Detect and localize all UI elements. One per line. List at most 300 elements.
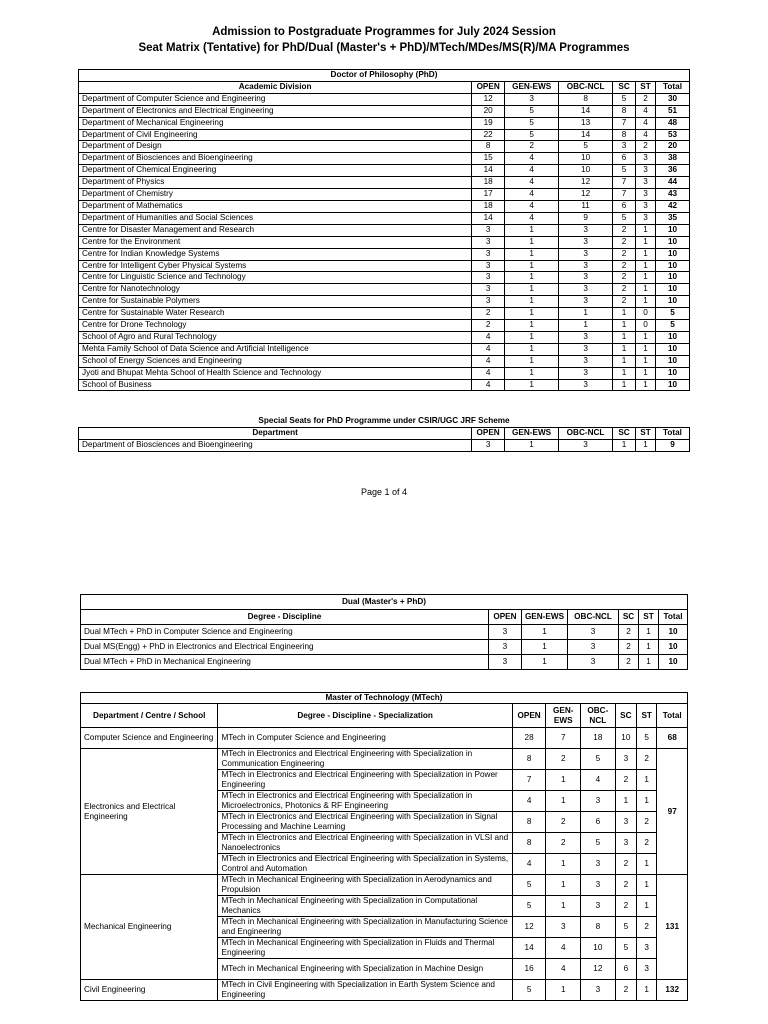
obc-ncl-cell: 3 <box>559 248 613 260</box>
sc-cell: 1 <box>613 308 636 320</box>
open-cell: 3 <box>472 248 505 260</box>
obc-ncl-cell: 12 <box>581 959 616 980</box>
phd-header-row <box>79 81 690 93</box>
open-cell: 3 <box>472 284 505 296</box>
total-cell: 10 <box>658 655 687 670</box>
specialization-cell: MTech in Electronics and Electrical Engineering with Specialization in VLSI and Nanoelectronics <box>218 833 512 854</box>
gen-ews-cell: 3 <box>505 93 559 105</box>
obc-ncl-cell: 3 <box>581 875 616 896</box>
open-cell: 4 <box>472 379 505 391</box>
open-cell: 4 <box>472 331 505 343</box>
open-cell: 12 <box>472 93 505 105</box>
phd-seat-table <box>78 69 690 391</box>
obc-ncl-cell: 3 <box>568 655 619 670</box>
dual-seat-table <box>80 594 688 670</box>
gen-ews-cell: 4 <box>505 165 559 177</box>
st-cell: 5 <box>637 728 657 749</box>
table-row <box>79 439 690 451</box>
gen-ews-cell: 2 <box>546 749 581 770</box>
sc-cell: 8 <box>613 105 636 117</box>
sc-cell: 2 <box>615 980 636 1001</box>
column-header: ST <box>639 610 659 625</box>
sc-cell: 7 <box>613 177 636 189</box>
obc-ncl-cell: 6 <box>581 812 616 833</box>
specialization-cell: MTech in Mechanical Engineering with Specialization in Manufacturing Science and Engineering <box>218 917 512 938</box>
obc-ncl-cell: 18 <box>581 728 616 749</box>
sc-cell: 2 <box>613 272 636 284</box>
gen-ews-cell: 5 <box>505 129 559 141</box>
total-cell: 36 <box>656 165 690 177</box>
division-cell: Centre for Disaster Management and Research <box>79 224 472 236</box>
column-header: Total <box>655 428 689 440</box>
table-row <box>79 117 690 129</box>
document-subtitle: Seat Matrix (Tentative) for PhD/Dual (Master's + PhD)/MTech/MDes/MS(R)/MA Programmes <box>138 42 630 54</box>
column-header: Total <box>656 81 690 93</box>
specialization-cell: MTech in Electronics and Electrical Engineering with Specialization in Power Engineering <box>218 770 512 791</box>
column-header: Department <box>79 428 472 440</box>
open-cell: 20 <box>472 105 505 117</box>
division-cell: Centre for Indian Knowledge Systems <box>79 248 472 260</box>
st-cell: 1 <box>636 284 656 296</box>
st-cell: 3 <box>636 189 656 201</box>
obc-ncl-cell: 3 <box>581 896 616 917</box>
st-cell: 3 <box>636 200 656 212</box>
obc-ncl-cell: 10 <box>559 153 613 165</box>
sc-cell: 5 <box>613 165 636 177</box>
open-cell: 8 <box>512 812 546 833</box>
gen-ews-cell: 4 <box>505 200 559 212</box>
division-cell: Centre for the Environment <box>79 236 472 248</box>
st-cell: 3 <box>636 212 656 224</box>
division-cell: Centre for Drone Technology <box>79 320 472 332</box>
obc-ncl-cell: 3 <box>559 439 613 451</box>
table-row <box>79 200 690 212</box>
st-cell: 1 <box>637 980 657 1001</box>
open-cell: 3 <box>472 296 505 308</box>
table-row <box>79 355 690 367</box>
sc-cell: 8 <box>613 129 636 141</box>
obc-ncl-cell: 14 <box>559 129 613 141</box>
table-row <box>79 284 690 296</box>
st-cell: 1 <box>637 854 657 875</box>
open-cell: 12 <box>512 917 546 938</box>
gen-ews-cell: 2 <box>546 833 581 854</box>
obc-ncl-cell: 9 <box>559 212 613 224</box>
sc-cell: 1 <box>613 320 636 332</box>
gen-ews-cell: 3 <box>546 917 581 938</box>
column-header: OPEN <box>488 610 521 625</box>
open-cell: 4 <box>512 791 546 812</box>
table-row <box>79 272 690 284</box>
total-cell: 5 <box>656 308 690 320</box>
column-header: Department / Centre / School <box>81 704 218 728</box>
obc-ncl-cell: 10 <box>559 165 613 177</box>
column-header: GEN-EWS <box>505 428 559 440</box>
division-cell: Department of Electronics and Electrical Engineering <box>79 105 472 117</box>
open-cell: 22 <box>472 129 505 141</box>
column-header: SC <box>613 428 636 440</box>
st-cell: 1 <box>636 224 656 236</box>
table-row <box>79 93 690 105</box>
total-cell: 48 <box>656 117 690 129</box>
column-header: OPEN <box>472 428 505 440</box>
specialization-cell: MTech in Mechanical Engineering with Specialization in Machine Design <box>218 959 512 980</box>
specialization-cell: MTech in Electronics and Electrical Engineering with Specialization in Communication Engineering <box>218 749 512 770</box>
total-cell: 9 <box>655 439 689 451</box>
column-header: Total <box>658 610 687 625</box>
sc-cell: 3 <box>615 833 636 854</box>
gen-ews-cell: 1 <box>505 379 559 391</box>
table-row <box>79 379 690 391</box>
sc-cell: 2 <box>613 248 636 260</box>
sc-cell: 2 <box>615 896 636 917</box>
mtech-table-title: Master of Technology (MTech) <box>81 693 688 704</box>
table-row <box>79 224 690 236</box>
gen-ews-cell: 1 <box>505 260 559 272</box>
specialization-cell: MTech in Computer Science and Engineering <box>218 728 512 749</box>
sc-cell: 2 <box>615 854 636 875</box>
total-cell: 10 <box>656 296 690 308</box>
obc-ncl-cell: 3 <box>568 640 619 655</box>
table-row <box>79 367 690 379</box>
sc-cell: 3 <box>615 749 636 770</box>
gen-ews-cell: 4 <box>546 959 581 980</box>
total-cell: 10 <box>656 284 690 296</box>
table-row <box>79 177 690 189</box>
gen-ews-cell: 1 <box>505 439 559 451</box>
open-cell: 19 <box>472 117 505 129</box>
st-cell: 3 <box>637 938 657 959</box>
sc-cell: 2 <box>615 770 636 791</box>
open-cell: 3 <box>472 260 505 272</box>
division-cell: Department of Mechanical Engineering <box>79 117 472 129</box>
st-cell: 4 <box>636 117 656 129</box>
st-cell: 1 <box>636 331 656 343</box>
gen-ews-cell: 1 <box>505 248 559 260</box>
gen-ews-cell: 4 <box>505 189 559 201</box>
gen-ews-cell: 1 <box>521 640 567 655</box>
table-row <box>81 875 688 896</box>
department-cell: Civil Engineering <box>81 980 218 1001</box>
open-cell: 16 <box>512 959 546 980</box>
sc-cell: 6 <box>613 200 636 212</box>
sc-cell: 1 <box>613 439 636 451</box>
obc-ncl-cell: 3 <box>559 379 613 391</box>
division-cell: School of Energy Sciences and Engineering <box>79 355 472 367</box>
total-cell: 42 <box>656 200 690 212</box>
st-cell: 4 <box>636 129 656 141</box>
obc-ncl-cell: 1 <box>559 308 613 320</box>
open-cell: 4 <box>472 343 505 355</box>
column-header: GEN-EWS <box>505 81 559 93</box>
obc-ncl-cell: 14 <box>559 105 613 117</box>
page-number: Page 1 of 4 <box>360 487 408 497</box>
open-cell: 3 <box>472 224 505 236</box>
department-cell: Electronics and Electrical Engineering <box>81 749 218 875</box>
sc-cell: 2 <box>613 224 636 236</box>
gen-ews-cell: 1 <box>505 236 559 248</box>
open-cell: 17 <box>472 189 505 201</box>
sc-cell: 3 <box>615 812 636 833</box>
gen-ews-cell: 1 <box>505 284 559 296</box>
gen-ews-cell: 4 <box>546 938 581 959</box>
table-row <box>79 236 690 248</box>
specialization-cell: MTech in Mechanical Engineering with Specialization in Aerodynamics and Propulsion <box>218 875 512 896</box>
st-cell: 1 <box>637 875 657 896</box>
special-seat-table <box>78 427 690 452</box>
sc-cell: 1 <box>613 379 636 391</box>
gen-ews-cell: 1 <box>505 320 559 332</box>
table-row <box>79 129 690 141</box>
column-header: OBC-NCL <box>559 428 613 440</box>
st-cell: 2 <box>637 833 657 854</box>
degree-cell: Dual MTech + PhD in Mechanical Engineering <box>81 655 489 670</box>
open-cell: 8 <box>512 749 546 770</box>
sc-cell: 5 <box>613 93 636 105</box>
st-cell: 2 <box>637 812 657 833</box>
department-cell: Department of Biosciences and Bioengineering <box>79 439 472 451</box>
open-cell: 2 <box>472 320 505 332</box>
obc-ncl-cell: 13 <box>559 117 613 129</box>
gen-ews-cell: 2 <box>546 812 581 833</box>
st-cell: 2 <box>636 141 656 153</box>
sc-cell: 3 <box>613 141 636 153</box>
gen-ews-cell: 1 <box>505 308 559 320</box>
gen-ews-cell: 1 <box>546 854 581 875</box>
open-cell: 8 <box>472 141 505 153</box>
obc-ncl-cell: 5 <box>581 833 616 854</box>
obc-ncl-cell: 8 <box>559 93 613 105</box>
total-cell: 5 <box>656 320 690 332</box>
sc-cell: 5 <box>615 938 636 959</box>
gen-ews-cell: 1 <box>505 224 559 236</box>
obc-ncl-cell: 5 <box>581 749 616 770</box>
table-row <box>81 728 688 749</box>
obc-ncl-cell: 12 <box>559 177 613 189</box>
obc-ncl-cell: 3 <box>559 367 613 379</box>
gen-ews-cell: 1 <box>505 331 559 343</box>
sc-cell: 2 <box>615 875 636 896</box>
division-cell: Centre for Sustainable Polymers <box>79 296 472 308</box>
st-cell: 3 <box>636 153 656 165</box>
open-cell: 3 <box>472 439 505 451</box>
open-cell: 4 <box>472 367 505 379</box>
open-cell: 5 <box>512 896 546 917</box>
st-cell: 3 <box>636 177 656 189</box>
gen-ews-cell: 1 <box>505 296 559 308</box>
column-header: OBC-NCL <box>581 704 616 728</box>
sc-cell: 2 <box>613 260 636 272</box>
obc-ncl-cell: 4 <box>581 770 616 791</box>
obc-ncl-cell: 10 <box>581 938 616 959</box>
gen-ews-cell: 1 <box>546 896 581 917</box>
sc-cell: 2 <box>619 655 639 670</box>
document-title: Admission to Postgraduate Programmes for July 2024 Session <box>212 26 556 38</box>
total-cell: 97 <box>657 749 688 875</box>
gen-ews-cell: 1 <box>505 272 559 284</box>
division-cell: Centre for Nanotechnology <box>79 284 472 296</box>
table-row <box>79 105 690 117</box>
open-cell: 4 <box>512 854 546 875</box>
table-row <box>79 165 690 177</box>
obc-ncl-cell: 3 <box>581 854 616 875</box>
gen-ews-cell: 1 <box>505 355 559 367</box>
table-row <box>79 343 690 355</box>
obc-ncl-cell: 3 <box>568 625 619 640</box>
obc-ncl-cell: 3 <box>559 284 613 296</box>
sc-cell: 7 <box>613 189 636 201</box>
column-header: Degree - Discipline <box>81 610 489 625</box>
division-cell: Department of Biosciences and Bioengineering <box>79 153 472 165</box>
total-cell: 131 <box>657 875 688 980</box>
table-row <box>79 331 690 343</box>
column-header: ST <box>636 81 656 93</box>
column-header: Degree - Discipline - Specialization <box>218 704 512 728</box>
open-cell: 15 <box>472 153 505 165</box>
obc-ncl-cell: 3 <box>559 331 613 343</box>
sc-cell: 2 <box>613 236 636 248</box>
column-header: ST <box>635 428 655 440</box>
st-cell: 1 <box>636 343 656 355</box>
total-cell: 10 <box>656 248 690 260</box>
table-row <box>81 980 688 1001</box>
open-cell: 3 <box>488 640 521 655</box>
sc-cell: 1 <box>613 367 636 379</box>
total-cell: 10 <box>658 625 687 640</box>
st-cell: 1 <box>636 379 656 391</box>
st-cell: 3 <box>636 165 656 177</box>
phd-table-title: Doctor of Philosophy (PhD) <box>79 70 690 82</box>
open-cell: 3 <box>488 655 521 670</box>
open-cell: 18 <box>472 177 505 189</box>
division-cell: Department of Chemical Engineering <box>79 165 472 177</box>
sc-cell: 10 <box>615 728 636 749</box>
gen-ews-cell: 5 <box>505 105 559 117</box>
open-cell: 8 <box>512 833 546 854</box>
degree-cell: Dual MTech + PhD in Computer Science and Engineering <box>81 625 489 640</box>
column-header: SC <box>613 81 636 93</box>
total-cell: 51 <box>656 105 690 117</box>
table-row <box>79 141 690 153</box>
total-cell: 43 <box>656 189 690 201</box>
total-cell: 132 <box>657 980 688 1001</box>
specialization-cell: MTech in Mechanical Engineering with Specialization in Fluids and Thermal Engineering <box>218 938 512 959</box>
sc-cell: 1 <box>613 343 636 355</box>
st-cell: 1 <box>636 272 656 284</box>
table-row <box>79 248 690 260</box>
gen-ews-cell: 5 <box>505 117 559 129</box>
table-row <box>79 296 690 308</box>
open-cell: 14 <box>472 165 505 177</box>
table-row <box>79 308 690 320</box>
st-cell: 1 <box>636 260 656 272</box>
division-cell: Department of Civil Engineering <box>79 129 472 141</box>
sc-cell: 2 <box>619 640 639 655</box>
division-cell: Centre for Intelligent Cyber Physical Systems <box>79 260 472 272</box>
division-cell: Department of Computer Science and Engineering <box>79 93 472 105</box>
table-row <box>81 625 688 640</box>
total-cell: 10 <box>656 236 690 248</box>
total-cell: 10 <box>658 640 687 655</box>
st-cell: 0 <box>636 308 656 320</box>
column-header: OPEN <box>512 704 546 728</box>
specialization-cell: MTech in Electronics and Electrical Engineering with Specialization in Signal Processing and Machine Learning <box>218 812 512 833</box>
division-cell: Jyoti and Bhupat Mehta School of Health Science and Technology <box>79 367 472 379</box>
dual-header-row <box>81 610 688 625</box>
total-cell: 10 <box>656 355 690 367</box>
total-cell: 53 <box>656 129 690 141</box>
obc-ncl-cell: 3 <box>559 236 613 248</box>
table-row <box>81 749 688 770</box>
open-cell: 5 <box>512 875 546 896</box>
total-cell: 44 <box>656 177 690 189</box>
gen-ews-cell: 1 <box>546 980 581 1001</box>
sc-cell: 1 <box>613 331 636 343</box>
total-cell: 10 <box>656 272 690 284</box>
column-header: Total <box>657 704 688 728</box>
obc-ncl-cell: 3 <box>581 980 616 1001</box>
table-row <box>79 320 690 332</box>
st-cell: 0 <box>636 320 656 332</box>
obc-ncl-cell: 3 <box>581 791 616 812</box>
open-cell: 3 <box>472 236 505 248</box>
column-header: GEN-EWS <box>546 704 581 728</box>
obc-ncl-cell: 3 <box>559 355 613 367</box>
sc-cell: 1 <box>613 355 636 367</box>
total-cell: 38 <box>656 153 690 165</box>
obc-ncl-cell: 11 <box>559 200 613 212</box>
gen-ews-cell: 2 <box>505 141 559 153</box>
st-cell: 2 <box>636 93 656 105</box>
sc-cell: 7 <box>613 117 636 129</box>
sc-cell: 2 <box>613 296 636 308</box>
gen-ews-cell: 1 <box>521 625 567 640</box>
division-cell: Department of Physics <box>79 177 472 189</box>
obc-ncl-cell: 3 <box>559 260 613 272</box>
column-header: OPEN <box>472 81 505 93</box>
st-cell: 1 <box>637 770 657 791</box>
degree-cell: Dual MS(Engg) + PhD in Electronics and Electrical Engineering <box>81 640 489 655</box>
obc-ncl-cell: 8 <box>581 917 616 938</box>
st-cell: 1 <box>637 896 657 917</box>
st-cell: 1 <box>639 640 659 655</box>
obc-ncl-cell: 3 <box>559 343 613 355</box>
obc-ncl-cell: 12 <box>559 189 613 201</box>
mtech-header-row <box>81 704 688 728</box>
st-cell: 1 <box>636 367 656 379</box>
gen-ews-cell: 1 <box>521 655 567 670</box>
table-row <box>79 153 690 165</box>
total-cell: 20 <box>656 141 690 153</box>
open-cell: 14 <box>472 212 505 224</box>
sc-cell: 6 <box>613 153 636 165</box>
column-header: SC <box>615 704 636 728</box>
gen-ews-cell: 1 <box>546 875 581 896</box>
st-cell: 1 <box>639 655 659 670</box>
gen-ews-cell: 4 <box>505 153 559 165</box>
division-cell: Department of Humanities and Social Sciences <box>79 212 472 224</box>
table-row <box>79 260 690 272</box>
total-cell: 10 <box>656 367 690 379</box>
st-cell: 3 <box>637 959 657 980</box>
st-cell: 1 <box>636 296 656 308</box>
specialization-cell: MTech in Electronics and Electrical Engineering with Specialization in Systems, Control and Automation <box>218 854 512 875</box>
sc-cell: 2 <box>613 284 636 296</box>
gen-ews-cell: 4 <box>505 177 559 189</box>
table-row <box>79 189 690 201</box>
special-seats-title: Special Seats for PhD Programme under CSIR/UGC JRF Scheme <box>258 416 510 425</box>
division-cell: Department of Chemistry <box>79 189 472 201</box>
